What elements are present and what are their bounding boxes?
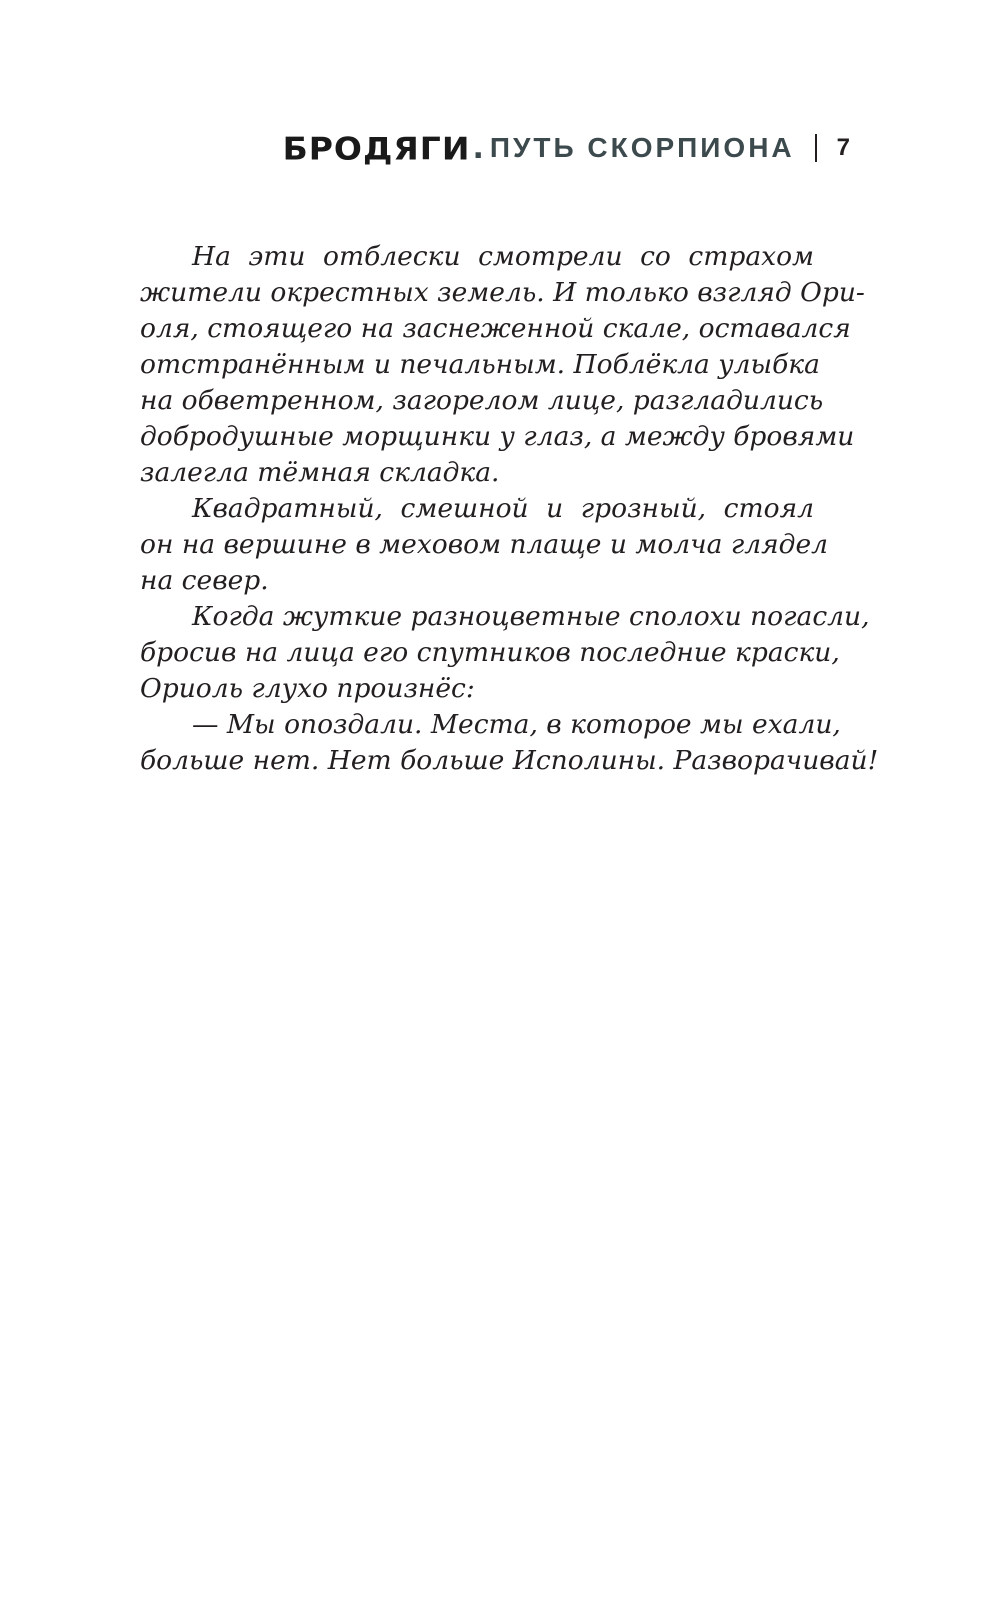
text-line: Ориоль глухо произнёс: (140, 673, 475, 704)
paragraph-3 (140, 599, 870, 707)
page-number: 7 (836, 134, 850, 161)
text-line: больше нет. Нет больше Исполины. Разворачивай! (140, 745, 879, 776)
text-line: жители окрестных земель. И только взгляд Ори- (140, 277, 865, 308)
text-line: оля, стоящего на заснеженной скале, оставался (140, 313, 851, 344)
series-title: БРОДЯГИ (282, 129, 471, 167)
text-line: залегла тёмная складка. (140, 457, 500, 488)
book-title: ПУТЬ СКОРПИОНА (489, 132, 795, 163)
text-line: добродушные морщинки у глаз, а между бровями (140, 421, 855, 452)
text-line: он на вершине в меховом плаще и молча глядел (140, 529, 829, 560)
paragraph-1 (140, 239, 865, 491)
running-head (283, 126, 850, 170)
body-text (140, 239, 879, 779)
text-line: На эти отблески смотрели со страхом (192, 241, 814, 272)
text-line: на север. (140, 565, 269, 596)
text-line: бросив на лица его спутников последние краски, (140, 637, 840, 668)
text-line: на обветренном, загорелом лице, разгладились (140, 385, 824, 416)
paragraph-4 (140, 707, 879, 779)
header-divider (815, 134, 817, 162)
text-line: Когда жуткие разноцветные сполохи погасли, (192, 601, 870, 632)
text-line: отстранённым и печальным. Поблёкла улыбка (140, 349, 820, 380)
text-line: — Мы опоздали. Места, в которое мы ехали, (192, 709, 841, 740)
text-line: Квадратный, смешной и грозный, стоял (192, 493, 814, 524)
title-separator: . (472, 130, 484, 166)
paragraph-2 (140, 491, 829, 599)
